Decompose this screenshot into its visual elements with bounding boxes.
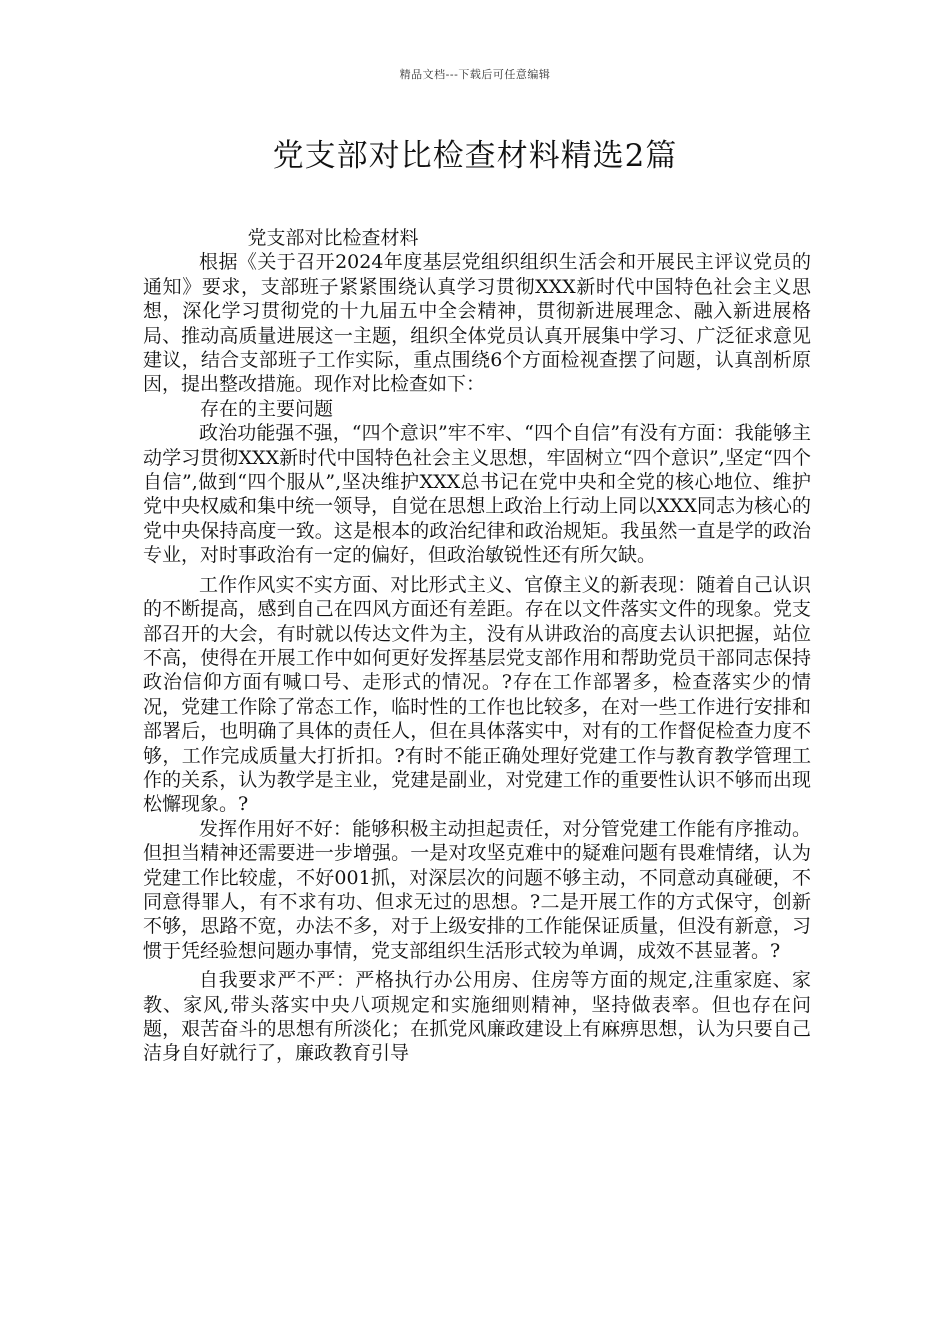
- header-note: 精品文档---下载后可任意编辑: [399, 68, 551, 81]
- section-heading-problems: 存在的主要问题: [200, 397, 334, 420]
- document-title: 党支部对比检查材料精选2篇: [272, 138, 678, 174]
- paragraph-self-discipline: 自我要求严不严：严格执行办公用房、住房等方面的规定,注重家庭、家教、家风,带头落实中央八项规定和实施细则精神，坚持做表率。但也存在问题，艰苦奋斗的思想有所淡化；在抓党风廉政建设上有麻痹思想，认为只要自己洁身自好就行了，廉政教育引导: [143, 969, 811, 1065]
- paragraph-intro: 根据《关于召开2024年度基层党组织组织生活会和开展民主评议党员的通知》要求，支部班子紧紧围绕认真学习贯彻XXX新时代中国特色社会主义思想，深化学习贯彻党的十九届五中全会精神，贯彻新进展理念、融入新进展格局、推动高质量进展这一主题，组织全体党员认真开展集中学习、广泛征求意见建议，结合支部班子工作实际，重点围绕6个方面检视查摆了问题，认真剖析原因，提出整改措施。现作对比检查如下：: [143, 251, 811, 396]
- paragraph-political: 政治功能强不强，“四个意识”牢不牢、“四个自信”有没有方面：我能够主动学习贯彻XXX新时代中国特色社会主义思想，牢固树立“四个意识”,坚定“四个自信”,做到“四个服从”,坚决维护XXX总书记在党中央和全党的核心地位、维护党中央权威和集中统一领导，自觉在思想上政治上行动上同以XXX同志为核心的党中央保持高度一致。这是根本的政治纪律和政治规矩。我虽然一直是学的政治专业，对时事政治有一定的偏好，但政治敏锐性还有所欠缺。: [143, 422, 811, 567]
- document-body: [143, 226, 811, 1066]
- section-subtitle: 党支部对比检查材料: [247, 227, 419, 249]
- paragraph-role: 发挥作用好不好：能够积极主动担起责任，对分管党建工作能有序推动。但担当精神还需要进一步增强。一是对攻坚克难中的疑难问题有畏难情绪，认为党建工作比较虚，不好001抓，对深层次的问题不够主动，不同意动真碰硬，不同意得罪人，有不求有功、但求无过的思想。?二是开展工作的方式保守，创新不够，思路不宽，办法不多，对于上级安排的工作能保证质量，但没有新意，习惯于凭经验想问题办事情，党支部组织生活形式较为单调，成效不甚显著。?: [143, 817, 811, 962]
- paragraph-work-style: 工作作风实不实方面、对比形式主义、官僚主义的新表现：随着自己认识的不断提高，感到自己在四风方面还有差距。存在以文件落实文件的现象。党支部召开的大会，有时就以传达文件为主，没有从讲政治的高度去认识把握，站位不高，使得在开展工作中如何更好发挥基层党支部作用和帮助党员干部同志保持政治信仰方面有喊口号、走形式的情况。?存在工作部署多，检查落实少的情况，党建工作除了常态工作，临时性的工作也比较多，在对一些工作进行安排和部署后，也明确了具体的责任人，但在具体落实中，对有的工作督促检查力度不够，工作完成质量大打折扣。?有时不能正确处理好党建工作与教育教学管理工作的关系，认为教学是主业，党建是副业，对党建工作的重要性认识不够而出现松懈现象。?: [143, 573, 811, 816]
